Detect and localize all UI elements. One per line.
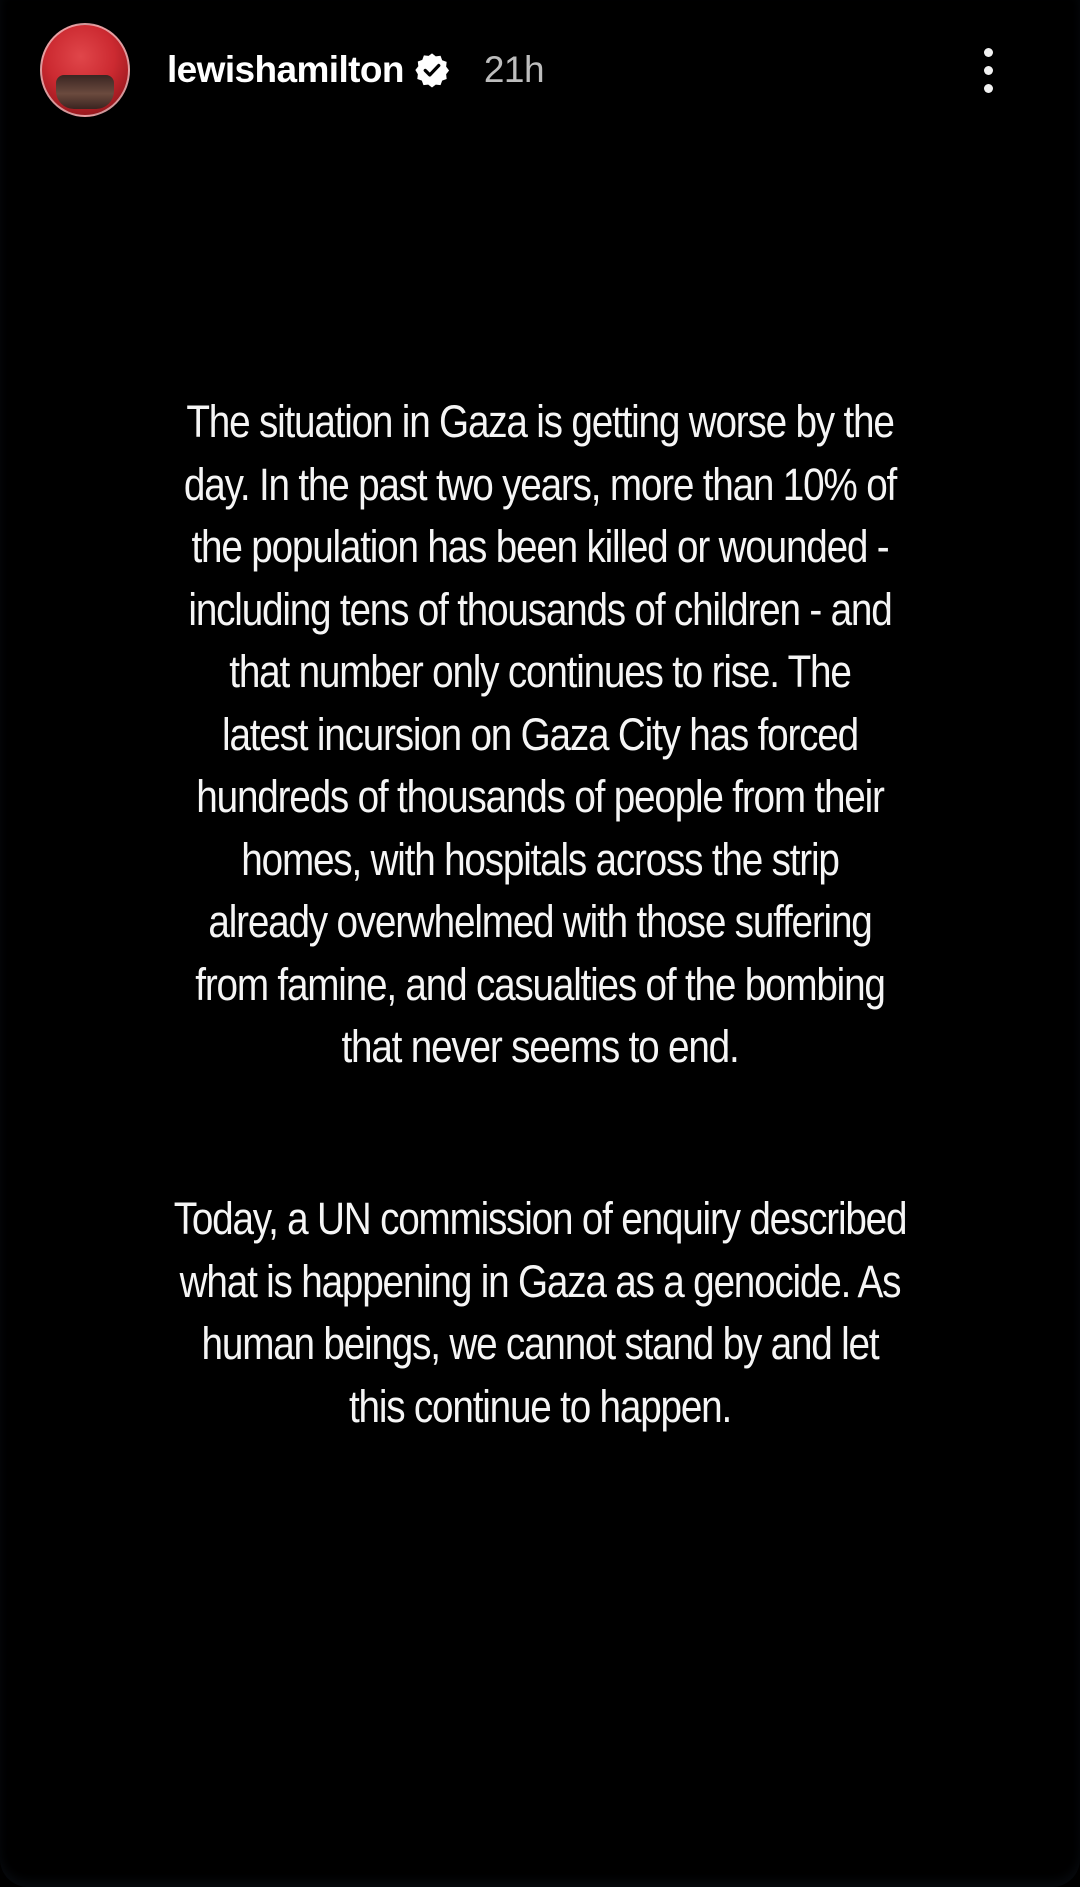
text-line: what is happening in Gaza as a genocide. As bbox=[179, 1255, 901, 1307]
verified-badge-icon bbox=[414, 52, 450, 88]
more-vertical-icon bbox=[984, 84, 993, 93]
text-line: that number only continues to rise. The bbox=[229, 646, 851, 697]
more-vertical-icon bbox=[984, 66, 993, 75]
text-line: Today, a UN commission of enquiry described bbox=[173, 1193, 907, 1244]
avatar[interactable] bbox=[40, 23, 130, 117]
text-line: homes, with hospitals across the strip bbox=[241, 833, 839, 885]
text-line: human beings, we cannot stand by and let bbox=[201, 1318, 879, 1369]
text-line: The situation in Gaza is getting worse by the bbox=[186, 396, 894, 447]
story-header bbox=[40, 22, 1040, 118]
username[interactable]: lewishamilton bbox=[167, 49, 404, 90]
text-line: this continue to happen. bbox=[348, 1380, 732, 1432]
text-line: the population has been killed or wounded - bbox=[191, 521, 889, 572]
text-line: day. In the past two years, more than 10% of bbox=[183, 458, 897, 510]
text-line: that never seems to end. bbox=[341, 1021, 739, 1072]
story-timestamp: 21h bbox=[483, 49, 545, 90]
text-line: latest incursion on Gaza City has forced bbox=[222, 708, 858, 760]
text-line: hundreds of thousands of people from their bbox=[196, 771, 884, 822]
more-vertical-icon bbox=[984, 48, 993, 57]
text-line: including tens of thousands of children - and bbox=[188, 583, 892, 635]
helmet-visor bbox=[56, 75, 114, 109]
story-paragraph-2 bbox=[127, 1188, 953, 1438]
more-options-button[interactable] bbox=[958, 26, 1018, 114]
story-paragraph-1 bbox=[127, 391, 953, 1079]
text-line: already overwhelmed with those suffering bbox=[208, 896, 872, 947]
text-line: from famine, and casualties of the bombing bbox=[195, 958, 885, 1010]
